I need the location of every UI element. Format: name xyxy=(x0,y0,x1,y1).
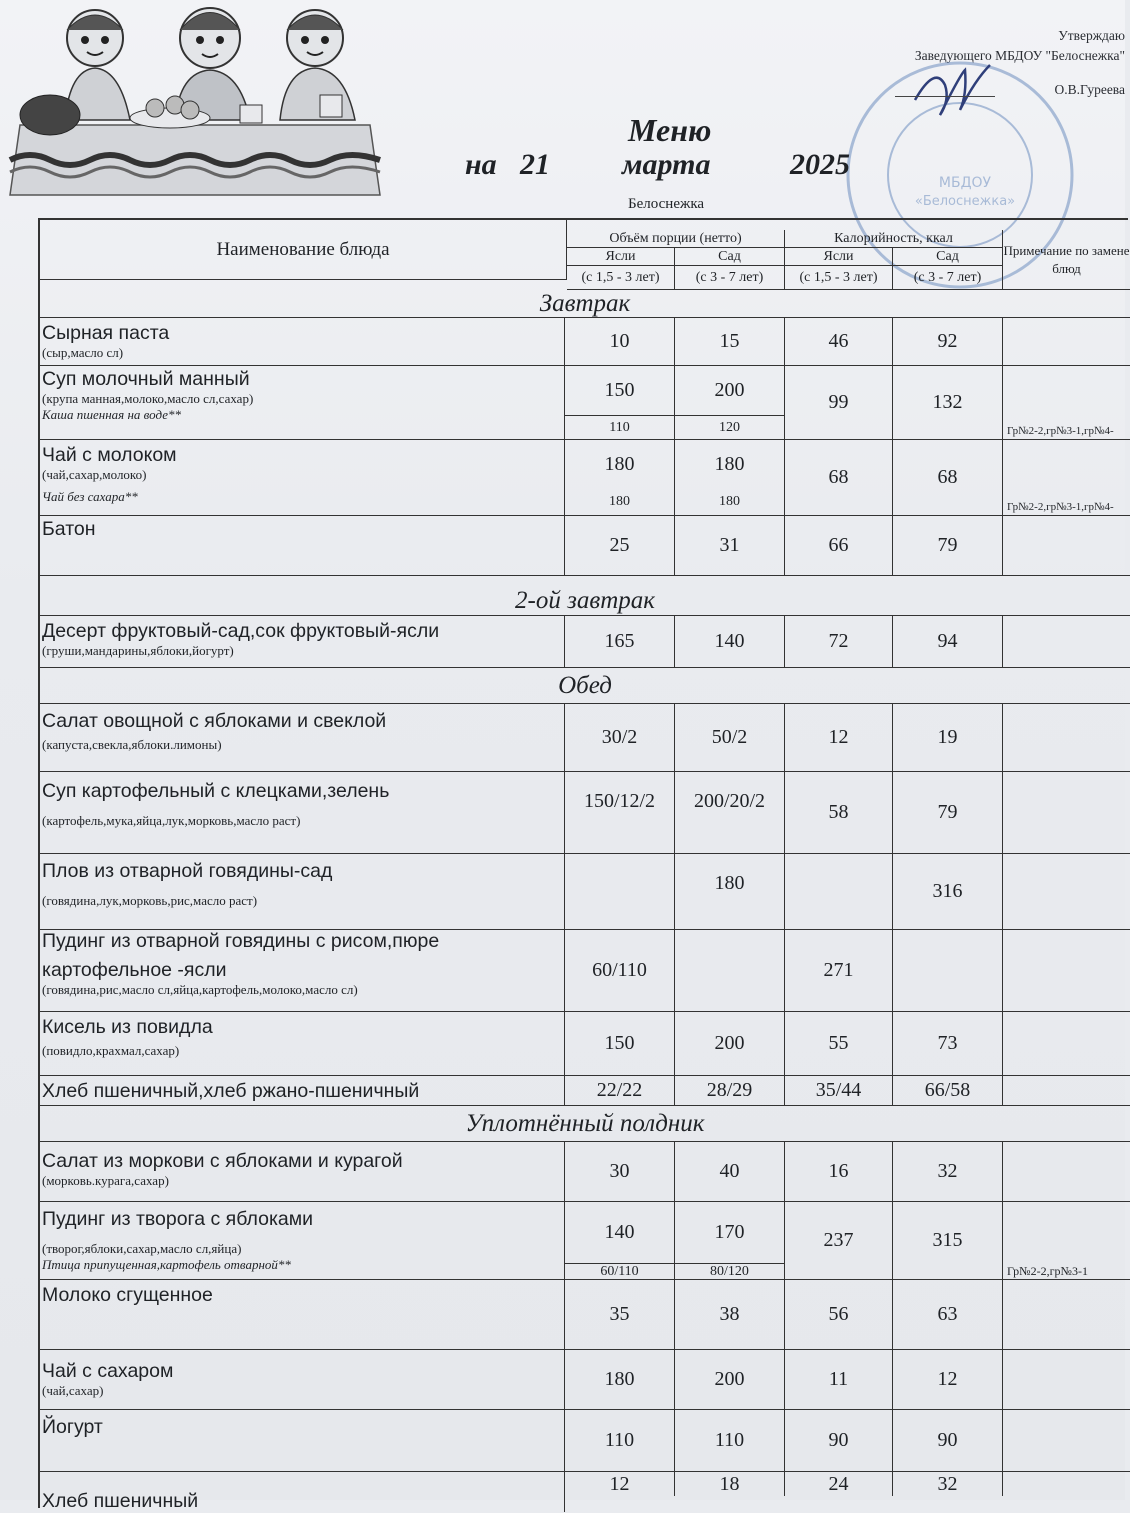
header-portion: Объём порции (нетто) xyxy=(567,230,785,248)
calories-garden: 90 xyxy=(893,1410,1003,1472)
portion-nursery: 110 xyxy=(565,1410,675,1472)
portion-garden: 40 xyxy=(675,1142,785,1202)
calories-garden: 32 xyxy=(893,1472,1003,1496)
dish-name: Суп картофельный с клецками,зелень xyxy=(42,780,390,802)
portion-nursery xyxy=(565,854,675,930)
portion-nursery: 30 xyxy=(565,1142,675,1202)
dish-alternative: Каша пшенная на воде** xyxy=(42,407,181,422)
portion-garden: 200 xyxy=(675,366,785,416)
portion-nursery: 150/12/2 xyxy=(565,772,675,854)
calories-nursery: 11 xyxy=(785,1350,893,1410)
calories-nursery: 16 xyxy=(785,1142,893,1202)
row-vegetable-salad xyxy=(40,704,565,772)
alt-portion-nursery: 60/110 xyxy=(565,1264,675,1280)
alt-portion-garden: 180 xyxy=(675,488,785,516)
calories-garden: 132 xyxy=(893,366,1003,440)
calories-nursery: 99 xyxy=(785,366,893,440)
date-prefix: на xyxy=(465,148,497,181)
row-fruit-dessert xyxy=(40,616,565,668)
dish-name: Салат из моркови с яблоками и курагой xyxy=(42,1150,403,1172)
dish-name-line1: Пудинг из отварной говядины с рисом,пюре xyxy=(42,930,440,952)
dish-ingredients: (картофель,мука,яйца,лук,морковь,масло раст) xyxy=(42,813,301,828)
signature xyxy=(905,55,995,125)
dish-name: Батон xyxy=(42,518,96,540)
portion-nursery: 22/22 xyxy=(565,1076,675,1106)
dish-name: Молоко сгущенное xyxy=(42,1284,213,1306)
dish-name: Хлеб пшеничный,хлеб ржано-пшеничный xyxy=(42,1080,420,1102)
approval-person: О.В.Гуреева xyxy=(1054,82,1125,97)
dish-ingredients: (говядина,рис,масло сл,яйца,картофель,молоко,масло сл) xyxy=(42,982,358,997)
calories-garden: 68 xyxy=(893,440,1003,516)
calories-garden xyxy=(893,930,1003,1012)
row-semolina-milk-soup xyxy=(40,366,565,440)
portion-garden: 200 xyxy=(675,1012,785,1076)
portion-garden: 31 xyxy=(675,516,785,576)
row-cottage-cheese-pudding xyxy=(40,1202,565,1280)
portion-nursery: 60/110 xyxy=(565,930,675,1012)
dish-name: Пудинг из творога с яблоками xyxy=(42,1208,314,1230)
dish-ingredients: (морковь.курага,сахар) xyxy=(42,1173,169,1188)
row-tea-with-milk xyxy=(40,440,565,516)
portion-nursery: 35 xyxy=(565,1280,675,1350)
alt-portion-nursery: 180 xyxy=(565,488,675,516)
date-day: 21 xyxy=(520,148,550,181)
substitution-note: Гр№2-2,гр№3-1 xyxy=(1003,1202,1130,1280)
calories-nursery: 271 xyxy=(785,930,893,1012)
alt-portion-garden: 80/120 xyxy=(675,1264,785,1280)
calories-garden: 316 xyxy=(893,854,1003,930)
calories-garden: 66/58 xyxy=(893,1076,1003,1106)
dish-ingredients: (творог,яблоки,сахар,масло сл,яйца) xyxy=(42,1241,242,1256)
portion-nursery: 150 xyxy=(565,1012,675,1076)
calories-garden: 19 xyxy=(893,704,1003,772)
row-tea-with-sugar xyxy=(40,1350,565,1410)
row-jam-kissel xyxy=(40,1012,565,1076)
calories-garden: 63 xyxy=(893,1280,1003,1350)
calories-garden: 79 xyxy=(893,772,1003,854)
note-cell xyxy=(1003,704,1130,772)
header-calories-garden-age: (с 3 - 7 лет) xyxy=(893,266,1003,290)
row-wheat-bread xyxy=(40,1472,565,1512)
calories-nursery: 12 xyxy=(785,704,893,772)
row-yogurt xyxy=(40,1410,565,1472)
note-cell xyxy=(1003,772,1130,854)
header-note: Примечание по замене блюд xyxy=(1003,230,1130,290)
note-cell xyxy=(1003,318,1130,366)
dish-name: Салат овощной с яблоками и свеклой xyxy=(42,710,387,732)
row-potato-soup xyxy=(40,772,565,854)
dish-name: Чай с сахаром xyxy=(42,1360,174,1382)
portion-garden: 140 xyxy=(675,616,785,668)
note-cell xyxy=(1003,1076,1130,1106)
row-beef-rice-pudding xyxy=(40,930,565,1012)
menu-table xyxy=(38,218,1130,1512)
alt-portion-nursery: 110 xyxy=(565,416,675,440)
header-calories-garden: Сад xyxy=(893,248,1003,266)
row-carrot-salad xyxy=(40,1142,565,1202)
row-loaf xyxy=(40,516,565,576)
calories-garden: 94 xyxy=(893,616,1003,668)
note-cell xyxy=(1003,1350,1130,1410)
signature-line xyxy=(895,96,995,97)
dish-name: Хлеб пшеничный xyxy=(42,1490,199,1512)
dish-ingredients: (сыр,масло сл) xyxy=(42,345,124,360)
note-cell xyxy=(1003,1410,1130,1472)
calories-nursery: 56 xyxy=(785,1280,893,1350)
dish-ingredients: (чай,сахар,молоко) xyxy=(42,467,147,482)
date-year: 2025 xyxy=(790,148,850,181)
portion-garden: 18 xyxy=(675,1472,785,1496)
portion-garden: 38 xyxy=(675,1280,785,1350)
calories-garden: 32 xyxy=(893,1142,1003,1202)
header-calories: Калорийность, ккал xyxy=(785,230,1003,248)
portion-garden: 180 xyxy=(675,854,785,930)
approval-position: Заведующего МБДОУ "Белоснежка" xyxy=(914,48,1125,63)
portion-garden: 110 xyxy=(675,1410,785,1472)
portion-nursery: 10 xyxy=(565,318,675,366)
dish-ingredients: (груши,мандарины,яблоки,йогурт) xyxy=(42,643,234,658)
organization-name: Белоснежка xyxy=(628,196,705,212)
portion-garden: 180 xyxy=(675,440,785,488)
calories-garden: 73 xyxy=(893,1012,1003,1076)
dish-name: Йогурт xyxy=(42,1416,103,1438)
calories-nursery: 68 xyxy=(785,440,893,516)
portion-nursery: 140 xyxy=(565,1202,675,1264)
dish-name: Десерт фруктовый-сад,сок фруктовый-ясли xyxy=(42,620,440,642)
note-cell xyxy=(1003,1142,1130,1202)
calories-nursery: 55 xyxy=(785,1012,893,1076)
calories-garden: 315 xyxy=(893,1202,1003,1280)
dish-name: Кисель из повидла xyxy=(42,1016,213,1038)
substitution-note: Гр№2-2,гр№3-1,гр№4- xyxy=(1003,366,1130,440)
calories-nursery: 46 xyxy=(785,318,893,366)
calories-garden: 92 xyxy=(893,318,1003,366)
dish-name: Плов из отварной говядины-сад xyxy=(42,860,333,882)
header-portion-garden-age: (с 3 - 7 лет) xyxy=(675,266,785,290)
portion-garden: 170 xyxy=(675,1202,785,1264)
header-calories-nursery: Ясли xyxy=(785,248,893,266)
note-cell xyxy=(1003,516,1130,576)
row-cheese-paste xyxy=(40,318,565,366)
calories-nursery: 35/44 xyxy=(785,1076,893,1106)
calories-nursery: 72 xyxy=(785,616,893,668)
children-at-table-illustration xyxy=(10,0,380,200)
section-lunch: Обед xyxy=(40,668,1130,704)
portion-garden: 28/29 xyxy=(675,1076,785,1106)
portion-nursery: 25 xyxy=(565,516,675,576)
dish-alternative: Птица припущенная,картофель отварной** xyxy=(42,1257,291,1272)
header-dish-name: Наименование блюда xyxy=(40,220,567,280)
section-breakfast: Завтрак xyxy=(40,290,1130,318)
calories-garden: 79 xyxy=(893,516,1003,576)
calories-nursery: 90 xyxy=(785,1410,893,1472)
row-bread xyxy=(40,1076,565,1106)
portion-garden: 200 xyxy=(675,1350,785,1410)
portion-nursery: 180 xyxy=(565,440,675,488)
note-cell xyxy=(1003,854,1130,930)
dish-name-line2: картофельное -ясли xyxy=(42,959,227,981)
portion-garden: 200/20/2 xyxy=(675,772,785,854)
alt-portion-garden: 120 xyxy=(675,416,785,440)
section-second-breakfast: 2-ой завтрак xyxy=(40,586,1130,616)
approval-title: Утверждаю xyxy=(1058,28,1125,43)
dish-name: Суп молочный манный xyxy=(42,368,250,390)
portion-nursery: 30/2 xyxy=(565,704,675,772)
header-portion-nursery-age: (с 1,5 - 3 лет) xyxy=(567,266,675,290)
dish-ingredients: (говядина,лук,морковь,рис,масло раст) xyxy=(42,893,258,908)
calories-nursery: 24 xyxy=(785,1472,893,1496)
portion-nursery: 180 xyxy=(565,1350,675,1410)
calories-nursery: 58 xyxy=(785,772,893,854)
calories-nursery: 66 xyxy=(785,516,893,576)
calories-nursery xyxy=(785,854,893,930)
note-cell xyxy=(1003,616,1130,668)
header-calories-nursery-age: (с 1,5 - 3 лет) xyxy=(785,266,893,290)
header-portion-garden: Сад xyxy=(675,248,785,266)
section-afternoon-snack: Уплотнённый полдник xyxy=(40,1106,1130,1142)
stamp-text-sub: «Белоснежка» xyxy=(914,194,1016,209)
dish-name: Чай с молоком xyxy=(42,444,177,466)
dish-ingredients: (чай,сахар) xyxy=(42,1383,104,1398)
calories-nursery: 237 xyxy=(785,1202,893,1280)
dish-name: Сырная паста xyxy=(42,322,170,344)
dish-ingredients: (крупа манная,молоко,масло сл,сахар) xyxy=(42,391,254,406)
calories-garden: 12 xyxy=(893,1350,1003,1410)
stamp-text-main: МБДОУ xyxy=(938,175,992,191)
dish-ingredients: (повидло,крахмал,сахар) xyxy=(42,1043,180,1058)
portion-garden: 50/2 xyxy=(675,704,785,772)
substitution-note: Гр№2-2,гр№3-1,гр№4- xyxy=(1003,440,1130,516)
row-beef-pilaf xyxy=(40,854,565,930)
portion-garden xyxy=(675,930,785,1012)
header-portion-nursery: Ясли xyxy=(567,248,675,266)
portion-nursery: 150 xyxy=(565,366,675,416)
menu-title: Меню xyxy=(628,112,712,148)
dish-alternative: Чай без сахара** xyxy=(42,489,138,504)
note-cell xyxy=(1003,1012,1130,1076)
note-cell xyxy=(1003,1280,1130,1350)
date-month: марта xyxy=(622,148,711,181)
portion-nursery: 165 xyxy=(565,616,675,668)
dish-ingredients: (капуста,свекла,яблоки.лимоны) xyxy=(42,737,222,752)
row-condensed-milk xyxy=(40,1280,565,1350)
portion-garden: 15 xyxy=(675,318,785,366)
portion-nursery: 12 xyxy=(565,1472,675,1496)
note-cell xyxy=(1003,930,1130,1012)
